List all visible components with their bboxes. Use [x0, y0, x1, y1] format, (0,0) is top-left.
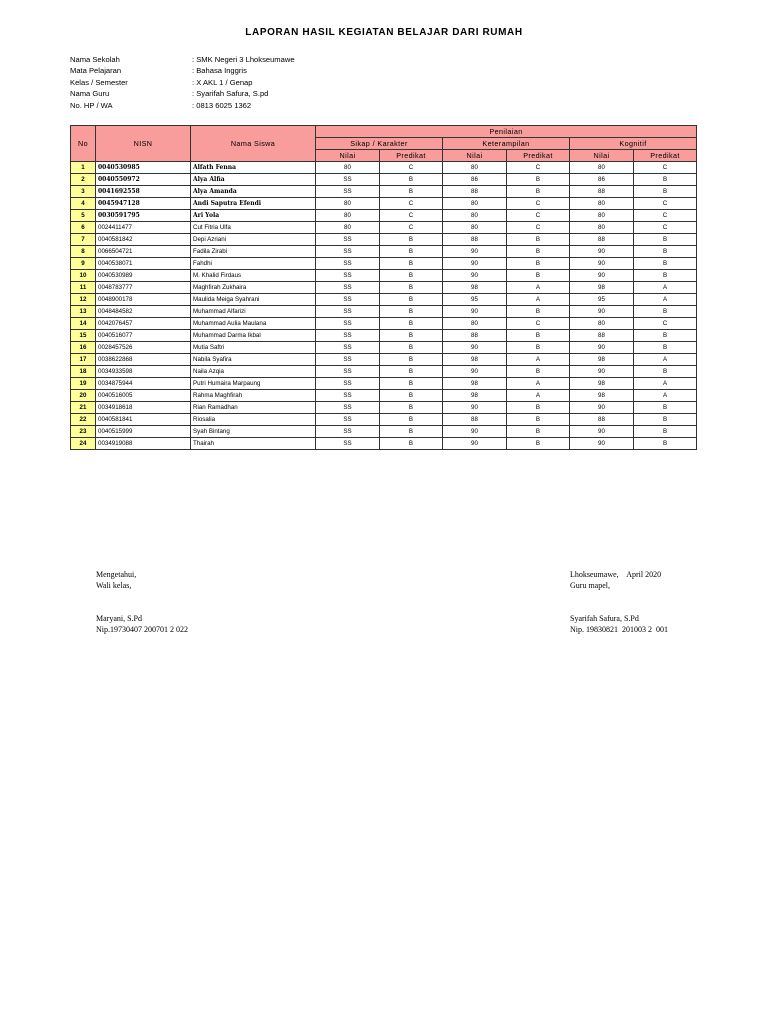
kognitif-predikat-cell: B: [634, 330, 697, 342]
student-name-cell: Fadila Zirabi: [191, 246, 316, 258]
keterampilan-nilai-cell: 95: [443, 294, 507, 306]
keterampilan-nilai-cell: 90: [443, 258, 507, 270]
kognitif-nilai-cell: 98: [570, 390, 634, 402]
row-number: 2: [71, 174, 96, 186]
signature-left-nip: Nip.19730407 200701 2 022: [96, 625, 188, 634]
kognitif-predikat-cell: B: [634, 186, 697, 198]
kognitif-predikat-cell: B: [634, 438, 697, 450]
keterampilan-nilai-cell: 90: [443, 246, 507, 258]
kognitif-nilai-cell: 80: [570, 162, 634, 174]
keterampilan-nilai-cell: 80: [443, 210, 507, 222]
info-row: [70, 100, 295, 111]
nisn-cell: 0040516005: [96, 390, 191, 402]
kognitif-predikat-cell: B: [634, 246, 697, 258]
student-name-cell: Maulida Meiga Syahrani: [191, 294, 316, 306]
table-row: [71, 354, 697, 366]
student-name-cell: Andi Saputra Efendi: [191, 198, 316, 210]
header-sikap: Sikap / Karakter: [316, 138, 443, 150]
kognitif-predikat-cell: B: [634, 366, 697, 378]
kognitif-predikat-cell: A: [634, 282, 697, 294]
sikap-predikat-cell: B: [380, 246, 443, 258]
kognitif-predikat-cell: B: [634, 426, 697, 438]
keterampilan-predikat-cell: B: [507, 258, 570, 270]
keterampilan-nilai-cell: 88: [443, 186, 507, 198]
kognitif-nilai-cell: 88: [570, 186, 634, 198]
info-value: : Bahasa Inggris: [192, 66, 247, 76]
sikap-nilai-cell: SS: [316, 366, 380, 378]
signature-left-name: Maryani, S.Pd: [96, 614, 142, 623]
nisn-cell: 0030591795: [96, 210, 191, 222]
student-name-cell: Naila Azqia: [191, 366, 316, 378]
sikap-nilai-cell: SS: [316, 426, 380, 438]
row-number: 22: [71, 414, 96, 426]
row-number: 8: [71, 246, 96, 258]
kognitif-nilai-cell: 90: [570, 342, 634, 354]
table-row: [71, 186, 697, 198]
table-row: [71, 174, 697, 186]
keterampilan-nilai-cell: 80: [443, 318, 507, 330]
kognitif-predikat-cell: B: [634, 174, 697, 186]
student-name-cell: Putri Humaira Marpaung: [191, 378, 316, 390]
keterampilan-nilai-cell: 88: [443, 414, 507, 426]
student-name-cell: Alfath Fenna: [191, 162, 316, 174]
sikap-predikat-cell: B: [380, 402, 443, 414]
table-row: [71, 342, 697, 354]
table-row: [71, 438, 697, 450]
header-nama-siswa: Nama Siswa: [191, 126, 316, 162]
student-name-cell: Nabila Syafira: [191, 354, 316, 366]
table-row: [71, 162, 697, 174]
row-number: 10: [71, 270, 96, 282]
sikap-predikat-cell: B: [380, 438, 443, 450]
header-nilai: Nilai: [570, 150, 634, 162]
kognitif-nilai-cell: 80: [570, 210, 634, 222]
row-number: 6: [71, 222, 96, 234]
signature-left-line2: Wali kelas,: [96, 581, 132, 590]
keterampilan-predikat-cell: A: [507, 390, 570, 402]
signature-left-line1: Mengetahui,: [96, 570, 137, 579]
sikap-nilai-cell: 80: [316, 162, 380, 174]
keterampilan-predikat-cell: C: [507, 198, 570, 210]
nisn-cell: 0040581841: [96, 414, 191, 426]
sikap-nilai-cell: 80: [316, 210, 380, 222]
row-number: 24: [71, 438, 96, 450]
sikap-nilai-cell: SS: [316, 186, 380, 198]
signature-right: [570, 569, 668, 635]
kognitif-nilai-cell: 80: [570, 222, 634, 234]
keterampilan-nilai-cell: 90: [443, 402, 507, 414]
sikap-predikat-cell: B: [380, 270, 443, 282]
info-value: : Syarifah Safura, S.pd: [192, 89, 269, 99]
row-number: 17: [71, 354, 96, 366]
kognitif-nilai-cell: 90: [570, 426, 634, 438]
keterampilan-predikat-cell: C: [507, 318, 570, 330]
signature-left: [96, 569, 188, 635]
nisn-cell: 0042076457: [96, 318, 191, 330]
sikap-predikat-cell: B: [380, 258, 443, 270]
kognitif-nilai-cell: 90: [570, 366, 634, 378]
row-number: 19: [71, 378, 96, 390]
info-label: Nama Guru: [70, 89, 110, 99]
table-row: [71, 258, 697, 270]
kognitif-nilai-cell: 98: [570, 282, 634, 294]
row-number: 14: [71, 318, 96, 330]
sikap-nilai-cell: SS: [316, 414, 380, 426]
row-number: 11: [71, 282, 96, 294]
kognitif-predikat-cell: C: [634, 162, 697, 174]
student-name-cell: Muhammad Alfarizi: [191, 306, 316, 318]
keterampilan-nilai-cell: 98: [443, 282, 507, 294]
table-row: [71, 210, 697, 222]
table-row: [71, 426, 697, 438]
table-row: [71, 246, 697, 258]
kognitif-nilai-cell: 98: [570, 354, 634, 366]
table-row: [71, 282, 697, 294]
keterampilan-predikat-cell: C: [507, 162, 570, 174]
nisn-cell: 0040550972: [96, 174, 191, 186]
table-row: [71, 378, 697, 390]
grades-table-body: [71, 162, 697, 450]
sikap-predikat-cell: B: [380, 390, 443, 402]
sikap-nilai-cell: SS: [316, 294, 380, 306]
sikap-predikat-cell: B: [380, 426, 443, 438]
row-number: 4: [71, 198, 96, 210]
sikap-nilai-cell: SS: [316, 246, 380, 258]
keterampilan-nilai-cell: 88: [443, 234, 507, 246]
sikap-nilai-cell: SS: [316, 402, 380, 414]
sikap-predikat-cell: B: [380, 306, 443, 318]
header-predikat: Predikat: [380, 150, 443, 162]
keterampilan-predikat-cell: A: [507, 354, 570, 366]
row-number: 21: [71, 402, 96, 414]
kognitif-predikat-cell: B: [634, 234, 697, 246]
kognitif-nilai-cell: 88: [570, 234, 634, 246]
info-value: : X AKL 1 / Genap: [192, 77, 253, 87]
header-predikat: Predikat: [634, 150, 697, 162]
sikap-predikat-cell: C: [380, 198, 443, 210]
row-number: 18: [71, 366, 96, 378]
student-name-cell: Muhammad Darma Ikbal: [191, 330, 316, 342]
student-name-cell: Rahma Maghfirah: [191, 390, 316, 402]
kognitif-nilai-cell: 80: [570, 318, 634, 330]
nisn-cell: 0040530985: [96, 162, 191, 174]
table-row: [71, 222, 697, 234]
sikap-predikat-cell: B: [380, 282, 443, 294]
student-name-cell: Muhammad Aulia Maulana: [191, 318, 316, 330]
keterampilan-predikat-cell: B: [507, 234, 570, 246]
sikap-nilai-cell: SS: [316, 306, 380, 318]
kognitif-nilai-cell: 86: [570, 174, 634, 186]
student-name-cell: Thairah: [191, 438, 316, 450]
keterampilan-predikat-cell: B: [507, 330, 570, 342]
info-value: : SMK Negeri 3 Lhokseumawe: [192, 55, 295, 64]
keterampilan-predikat-cell: B: [507, 414, 570, 426]
keterampilan-nilai-cell: 90: [443, 306, 507, 318]
kognitif-predikat-cell: B: [634, 342, 697, 354]
sikap-predikat-cell: B: [380, 294, 443, 306]
keterampilan-nilai-cell: 98: [443, 354, 507, 366]
kognitif-predikat-cell: B: [634, 270, 697, 282]
keterampilan-nilai-cell: 90: [443, 426, 507, 438]
keterampilan-predikat-cell: B: [507, 306, 570, 318]
keterampilan-predikat-cell: B: [507, 246, 570, 258]
nisn-cell: 0034919088: [96, 438, 191, 450]
row-number: 12: [71, 294, 96, 306]
student-name-cell: M. Khalid Firdaus: [191, 270, 316, 282]
header-nisn: NISN: [96, 126, 191, 162]
table-row: [71, 198, 697, 210]
table-row: [71, 366, 697, 378]
student-name-cell: Fahdhi: [191, 258, 316, 270]
kognitif-predikat-cell: B: [634, 306, 697, 318]
sikap-nilai-cell: SS: [316, 342, 380, 354]
keterampilan-predikat-cell: B: [507, 186, 570, 198]
sikap-nilai-cell: SS: [316, 378, 380, 390]
sikap-nilai-cell: SS: [316, 282, 380, 294]
info-row: [70, 65, 295, 76]
nisn-cell: 0040581842: [96, 234, 191, 246]
student-name-cell: Maghfirah Zukhaira: [191, 282, 316, 294]
nisn-cell: 0028457526: [96, 342, 191, 354]
sikap-nilai-cell: SS: [316, 234, 380, 246]
table-row: [71, 330, 697, 342]
row-number: 7: [71, 234, 96, 246]
nisn-cell: 0040515999: [96, 426, 191, 438]
info-label: Mata Pelajaran: [70, 66, 122, 76]
info-value: : 0813 6025 1362: [192, 100, 252, 110]
kognitif-predikat-cell: B: [634, 402, 697, 414]
sikap-nilai-cell: SS: [316, 270, 380, 282]
keterampilan-nilai-cell: 80: [443, 222, 507, 234]
kognitif-nilai-cell: 80: [570, 198, 634, 210]
student-name-cell: Riosalia: [191, 414, 316, 426]
sikap-nilai-cell: SS: [316, 330, 380, 342]
keterampilan-nilai-cell: 90: [443, 270, 507, 282]
sikap-nilai-cell: 80: [316, 198, 380, 210]
signature-right-line1: Lhokseumawe, April 2020: [570, 570, 662, 579]
nisn-cell: 0034918618: [96, 402, 191, 414]
sikap-nilai-cell: SS: [316, 318, 380, 330]
sikap-predikat-cell: B: [380, 414, 443, 426]
keterampilan-predikat-cell: B: [507, 402, 570, 414]
header-nilai: Nilai: [443, 150, 507, 162]
table-row: [71, 294, 697, 306]
keterampilan-predikat-cell: B: [507, 342, 570, 354]
nisn-cell: 0040538071: [96, 258, 191, 270]
sikap-predikat-cell: B: [380, 234, 443, 246]
header-penilaian: Penilaian: [316, 126, 697, 138]
kognitif-nilai-cell: 90: [570, 438, 634, 450]
kognitif-predikat-cell: C: [634, 198, 697, 210]
kognitif-nilai-cell: 95: [570, 294, 634, 306]
sikap-nilai-cell: SS: [316, 174, 380, 186]
student-name-cell: Alya Amanda: [191, 186, 316, 198]
sikap-predikat-cell: B: [380, 366, 443, 378]
nisn-cell: 0066504721: [96, 246, 191, 258]
kognitif-predikat-cell: C: [634, 210, 697, 222]
nisn-cell: 0041692558: [96, 186, 191, 198]
info-label: Kelas / Semester: [70, 77, 128, 87]
keterampilan-predikat-cell: B: [507, 270, 570, 282]
row-number: 20: [71, 390, 96, 402]
info-row: [70, 88, 295, 99]
row-number: 16: [71, 342, 96, 354]
row-number: 15: [71, 330, 96, 342]
header-kognitif: Kognitif: [570, 138, 697, 150]
row-number: 1: [71, 162, 96, 174]
student-name-cell: Cut Fitria Ulfa: [191, 222, 316, 234]
student-name-cell: Depi Azriani: [191, 234, 316, 246]
row-number: 13: [71, 306, 96, 318]
info-label: No. HP / WA: [70, 100, 113, 110]
info-row: [70, 77, 295, 88]
header-no: No: [71, 126, 96, 162]
kognitif-predikat-cell: B: [634, 414, 697, 426]
sikap-predikat-cell: B: [380, 318, 443, 330]
kognitif-predikat-cell: C: [634, 222, 697, 234]
kognitif-nilai-cell: 90: [570, 246, 634, 258]
table-row: [71, 306, 697, 318]
info-label: Nama Sekolah: [70, 55, 120, 64]
keterampilan-nilai-cell: 90: [443, 366, 507, 378]
keterampilan-nilai-cell: 86: [443, 174, 507, 186]
table-row: [71, 318, 697, 330]
kognitif-predikat-cell: C: [634, 318, 697, 330]
kognitif-nilai-cell: 90: [570, 402, 634, 414]
kognitif-nilai-cell: 88: [570, 330, 634, 342]
sikap-predikat-cell: B: [380, 330, 443, 342]
student-name-cell: Syah Bintang: [191, 426, 316, 438]
keterampilan-predikat-cell: B: [507, 438, 570, 450]
sikap-nilai-cell: 80: [316, 222, 380, 234]
sikap-predikat-cell: C: [380, 162, 443, 174]
kognitif-nilai-cell: 90: [570, 270, 634, 282]
table-row: [71, 414, 697, 426]
row-number: 3: [71, 186, 96, 198]
signature-right-line2: Guru mapel,: [570, 581, 610, 590]
info-row: [70, 54, 295, 65]
nisn-cell: 0024411477: [96, 222, 191, 234]
keterampilan-predikat-cell: B: [507, 174, 570, 186]
sikap-predikat-cell: B: [380, 186, 443, 198]
sikap-predikat-cell: B: [380, 378, 443, 390]
kognitif-predikat-cell: A: [634, 354, 697, 366]
sikap-predikat-cell: B: [380, 174, 443, 186]
table-row: [71, 234, 697, 246]
header-keterampilan: Keterampilan: [443, 138, 570, 150]
keterampilan-nilai-cell: 90: [443, 438, 507, 450]
grades-table: [70, 125, 697, 450]
table-row: [71, 390, 697, 402]
header-nilai: Nilai: [316, 150, 380, 162]
keterampilan-predikat-cell: C: [507, 222, 570, 234]
table-row: [71, 402, 697, 414]
nisn-cell: 0034933598: [96, 366, 191, 378]
nisn-cell: 0048783777: [96, 282, 191, 294]
row-number: 23: [71, 426, 96, 438]
kognitif-predikat-cell: A: [634, 378, 697, 390]
kognitif-predikat-cell: A: [634, 390, 697, 402]
kognitif-nilai-cell: 98: [570, 378, 634, 390]
table-row: [71, 270, 697, 282]
keterampilan-predikat-cell: C: [507, 210, 570, 222]
sikap-predikat-cell: B: [380, 354, 443, 366]
row-number: 5: [71, 210, 96, 222]
sikap-nilai-cell: SS: [316, 258, 380, 270]
nisn-cell: 0034875944: [96, 378, 191, 390]
keterampilan-predikat-cell: A: [507, 378, 570, 390]
kognitif-nilai-cell: 90: [570, 258, 634, 270]
nisn-cell: 0048900178: [96, 294, 191, 306]
sikap-predikat-cell: C: [380, 210, 443, 222]
signature-right-name: Syarifah Safura, S.Pd: [570, 614, 639, 623]
sikap-nilai-cell: SS: [316, 390, 380, 402]
row-number: 9: [71, 258, 96, 270]
keterampilan-nilai-cell: 88: [443, 330, 507, 342]
header-predikat: Predikat: [507, 150, 570, 162]
kognitif-nilai-cell: 88: [570, 414, 634, 426]
keterampilan-predikat-cell: A: [507, 294, 570, 306]
student-name-cell: Rian Ramadhan: [191, 402, 316, 414]
nisn-cell: 0048484582: [96, 306, 191, 318]
keterampilan-predikat-cell: A: [507, 282, 570, 294]
keterampilan-nilai-cell: 90: [443, 342, 507, 354]
report-info: [70, 54, 295, 111]
signature-right-nip: Nip. 19830821 201003 2 001: [570, 625, 668, 634]
sikap-predikat-cell: B: [380, 342, 443, 354]
sikap-predikat-cell: C: [380, 222, 443, 234]
nisn-cell: 0040516077: [96, 330, 191, 342]
student-name-cell: Alya Alfia: [191, 174, 316, 186]
report-title: LAPORAN HASIL KEGIATAN BELAJAR DARI RUMAH: [245, 27, 523, 38]
keterampilan-nilai-cell: 98: [443, 390, 507, 402]
nisn-cell: 0038622868: [96, 354, 191, 366]
keterampilan-nilai-cell: 80: [443, 198, 507, 210]
student-name-cell: Mutia Saftri: [191, 342, 316, 354]
student-name-cell: Ari Yola: [191, 210, 316, 222]
kognitif-predikat-cell: A: [634, 294, 697, 306]
sikap-nilai-cell: SS: [316, 354, 380, 366]
kognitif-nilai-cell: 90: [570, 306, 634, 318]
sikap-nilai-cell: SS: [316, 438, 380, 450]
kognitif-predikat-cell: B: [634, 258, 697, 270]
keterampilan-predikat-cell: B: [507, 426, 570, 438]
nisn-cell: 0040530989: [96, 270, 191, 282]
keterampilan-predikat-cell: B: [507, 366, 570, 378]
keterampilan-nilai-cell: 80: [443, 162, 507, 174]
nisn-cell: 0045947128: [96, 198, 191, 210]
keterampilan-nilai-cell: 98: [443, 378, 507, 390]
